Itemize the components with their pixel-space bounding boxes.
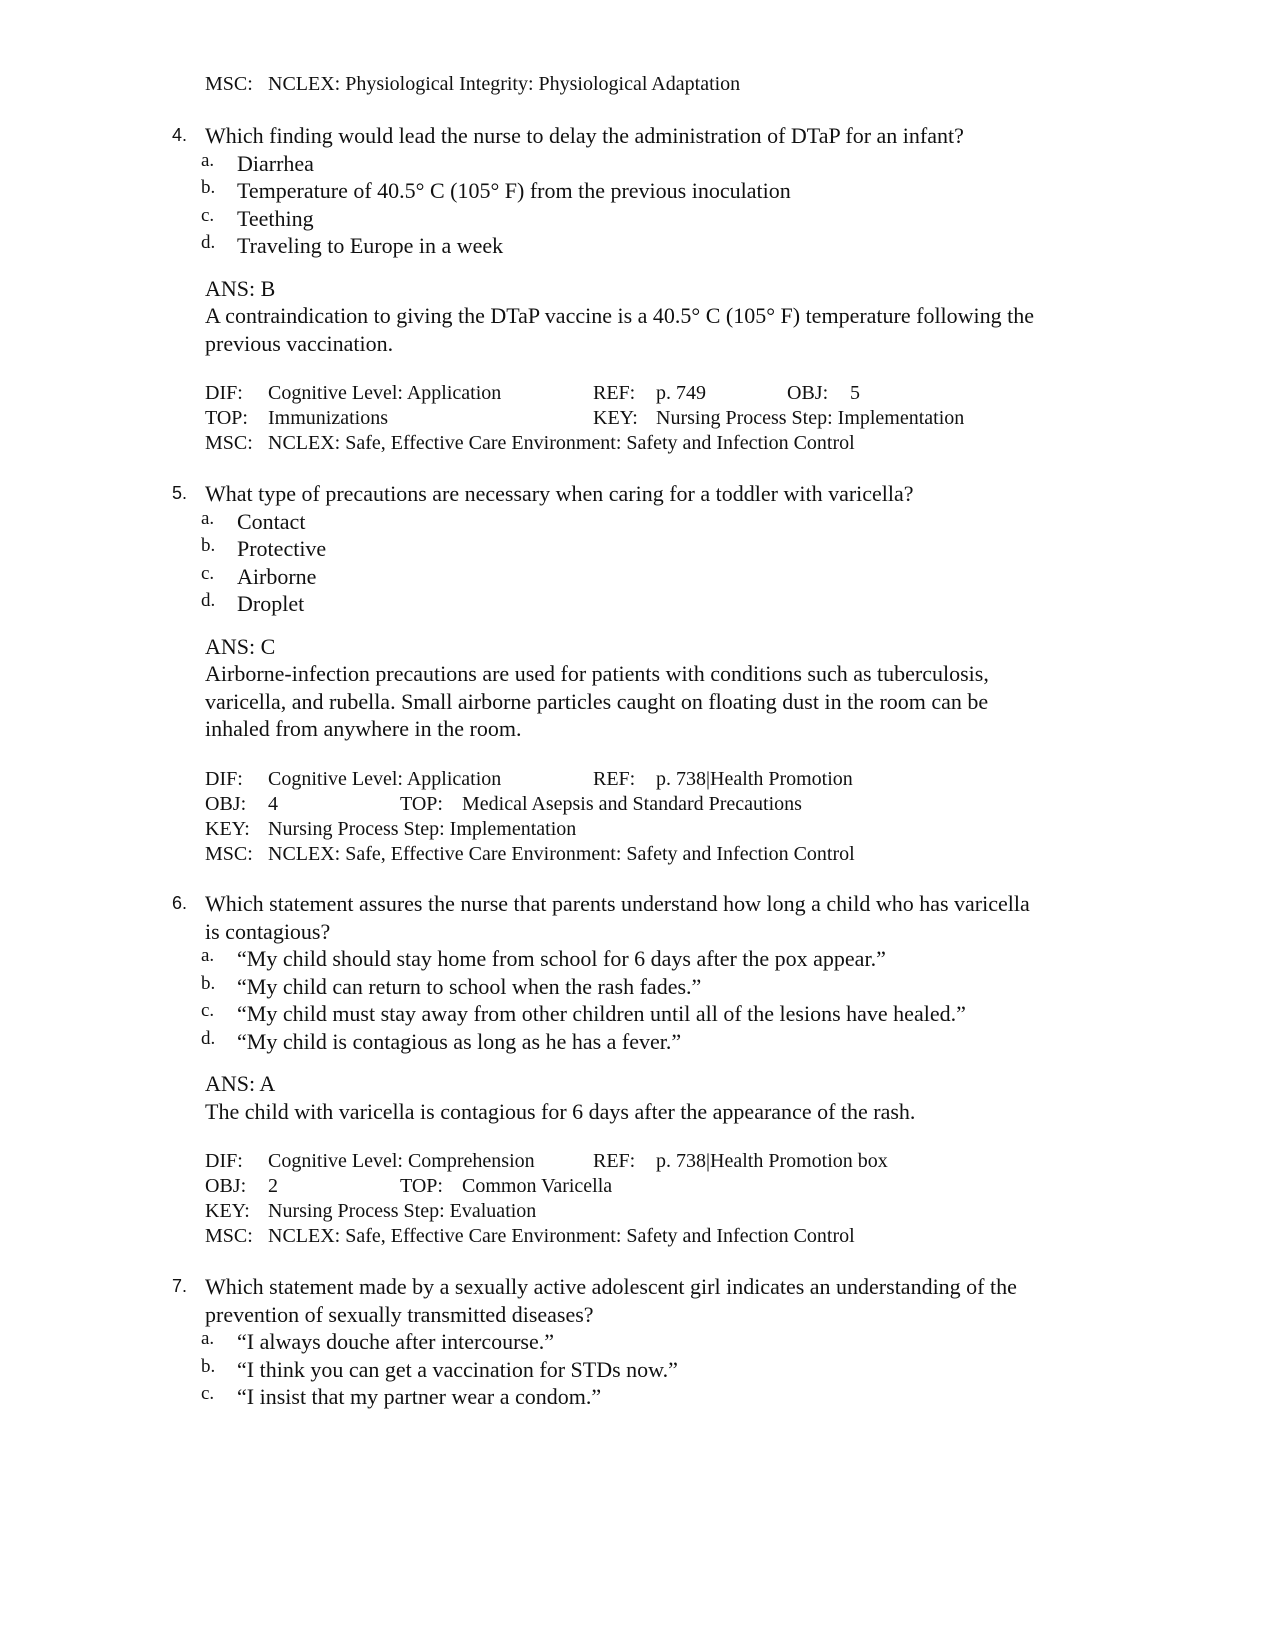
key-value: Nursing Process Step: Implementation (268, 817, 577, 840)
key-label: KEY: (593, 407, 638, 429)
option-text: “My child must stay away from other children until all of the lesions have healed.” (237, 1001, 966, 1026)
option-text: Temperature of 40.5° C (105° F) from the previous inoculation (237, 178, 791, 203)
rationale-text: inhaled from anywhere in the room. (205, 716, 522, 741)
msc-value: NCLEX: Safe, Effective Care Environment: Safety and Infection Control (268, 432, 855, 454)
option-text: Teething (237, 205, 314, 231)
option-letter: a. (201, 507, 215, 529)
question-6 (0, 890, 1275, 1249)
answer-option (0, 1328, 1275, 1356)
ref-label: REF: (593, 1150, 636, 1172)
top-value: Immunizations (268, 407, 388, 429)
ref-value: p. 738|Health Promotion box (656, 1150, 888, 1172)
top-label: TOP: (205, 407, 248, 429)
option-letter: b. (201, 535, 216, 556)
answer-option (0, 1383, 1275, 1411)
question-text: Which finding would lead the nurse to delay the administration of DTaP for an infant? (205, 123, 964, 148)
previous-question-tail (0, 72, 1275, 97)
option-letter: c. (201, 1000, 215, 1021)
rationale-text: The child with varicella is contagious for 6 days after the appearance of the rash. (205, 1098, 916, 1124)
key-value: Nursing Process Step: Implementation (656, 407, 965, 429)
option-text: Droplet (237, 591, 305, 616)
dif-label: DIF: (205, 767, 243, 790)
obj-value: 5 (850, 382, 860, 404)
dif-label: DIF: (205, 1150, 243, 1172)
option-text: Contact (237, 508, 306, 534)
answer-option (0, 945, 1275, 973)
question-7 (0, 1273, 1275, 1411)
answer-key: ANS: B (205, 275, 276, 301)
rationale-text: varicella, and rubella. Small airborne particles caught on floating dust in the room can be (205, 688, 989, 714)
obj-label: OBJ: (205, 1175, 247, 1197)
question-text: What type of precautions are necessary when caring for a toddler with varicella? (205, 481, 914, 506)
dif-value: Cognitive Level: Application (268, 382, 502, 404)
option-letter: a. (201, 945, 215, 966)
option-text: “I insist that my partner wear a condom.” (237, 1384, 602, 1409)
key-value: Nursing Process Step: Evaluation (268, 1200, 537, 1222)
question-text: Which statement made by a sexually active adolescent girl indicates an understanding of the (205, 1274, 1017, 1299)
answer-option (0, 973, 1275, 1001)
dif-label: DIF: (205, 382, 243, 404)
msc-value: NCLEX: Safe, Effective Care Environment: Safety and Infection Control (268, 1225, 855, 1247)
option-text: “My child can return to school when the rash fades.” (237, 973, 702, 999)
option-letter: c. (201, 1383, 215, 1404)
answer-option (0, 150, 1275, 178)
question-number: 5. (172, 483, 188, 503)
ref-value: p. 749 (656, 382, 706, 404)
obj-value: 2 (268, 1175, 278, 1197)
option-text: Traveling to Europe in a week (237, 233, 504, 258)
top-value: Medical Asepsis and Standard Precautions (462, 792, 802, 815)
rationale-text: A contraindication to giving the DTaP vaccine is a 40.5° C (105° F) temperature following the (205, 303, 1035, 328)
option-letter: b. (201, 972, 216, 994)
option-letter: c. (201, 562, 215, 584)
key-label: KEY: (205, 1200, 250, 1222)
option-letter: a. (201, 1328, 215, 1349)
msc-label: MSC: (205, 73, 253, 95)
option-text: “I think you can get a vaccination for STDs now.” (237, 1356, 678, 1382)
top-label: TOP: (400, 1175, 443, 1197)
ref-label: REF: (593, 767, 636, 790)
rationale-text: previous vaccination. (205, 330, 394, 356)
option-letter: d. (201, 590, 216, 611)
rationale-text: Airborne-infection precautions are used for patients with conditions such as tuberculosis, (205, 661, 989, 686)
key-label: KEY: (205, 817, 250, 840)
obj-label: OBJ: (205, 792, 247, 815)
msc-label: MSC: (205, 432, 253, 454)
dif-value: Cognitive Level: Comprehension (268, 1150, 535, 1172)
dif-value: Cognitive Level: Application (268, 767, 502, 790)
obj-value: 4 (268, 792, 278, 815)
question-number: 7. (172, 1276, 188, 1296)
question-number: 6. (172, 893, 188, 913)
question-number: 4. (172, 125, 188, 145)
question-5 (0, 480, 1275, 867)
option-letter: d. (201, 1027, 216, 1049)
msc-value: NCLEX: Safe, Effective Care Environment: Safety and Infection Control (268, 842, 855, 865)
answer-option (0, 1028, 1275, 1056)
option-text: Diarrhea (237, 150, 314, 176)
answer-option (0, 535, 1275, 563)
option-text: “My child is contagious as long as he has a fever.” (237, 1028, 682, 1054)
option-letter: a. (201, 149, 215, 171)
option-text: “I always douche after intercourse.” (237, 1329, 555, 1354)
answer-option (0, 590, 1275, 618)
top-value: Common Varicella (462, 1175, 613, 1197)
option-letter: b. (201, 177, 216, 198)
answer-option (0, 1000, 1275, 1028)
answer-option (0, 205, 1275, 233)
option-letter: b. (201, 1355, 216, 1377)
question-text: prevention of sexually transmitted diseases? (205, 1301, 594, 1327)
option-text: Airborne (237, 563, 317, 589)
ref-label: REF: (593, 382, 636, 404)
question-text: Which statement assures the nurse that parents understand how long a child who has varicella (205, 891, 1030, 916)
option-text: “My child should stay home from school for 6 days after the pox appear.” (237, 946, 886, 971)
option-letter: c. (201, 204, 215, 226)
option-letter: d. (201, 232, 216, 253)
answer-key: ANS: C (205, 633, 276, 659)
option-text: Protective (237, 536, 327, 561)
answer-option (0, 1356, 1275, 1384)
msc-value: NCLEX: Physiological Integrity: Physiological Adaptation (268, 73, 741, 95)
answer-option (0, 508, 1275, 536)
question-text: is contagious? (205, 918, 331, 944)
top-label: TOP: (400, 792, 443, 815)
answer-option (0, 177, 1275, 205)
msc-label: MSC: (205, 1225, 253, 1247)
question-4 (0, 122, 1275, 456)
obj-label: OBJ: (787, 382, 829, 404)
answer-option (0, 232, 1275, 260)
ref-value: p. 738|Health Promotion (656, 767, 853, 790)
answer-option (0, 563, 1275, 591)
msc-label: MSC: (205, 842, 253, 865)
answer-key: ANS: A (205, 1071, 276, 1096)
